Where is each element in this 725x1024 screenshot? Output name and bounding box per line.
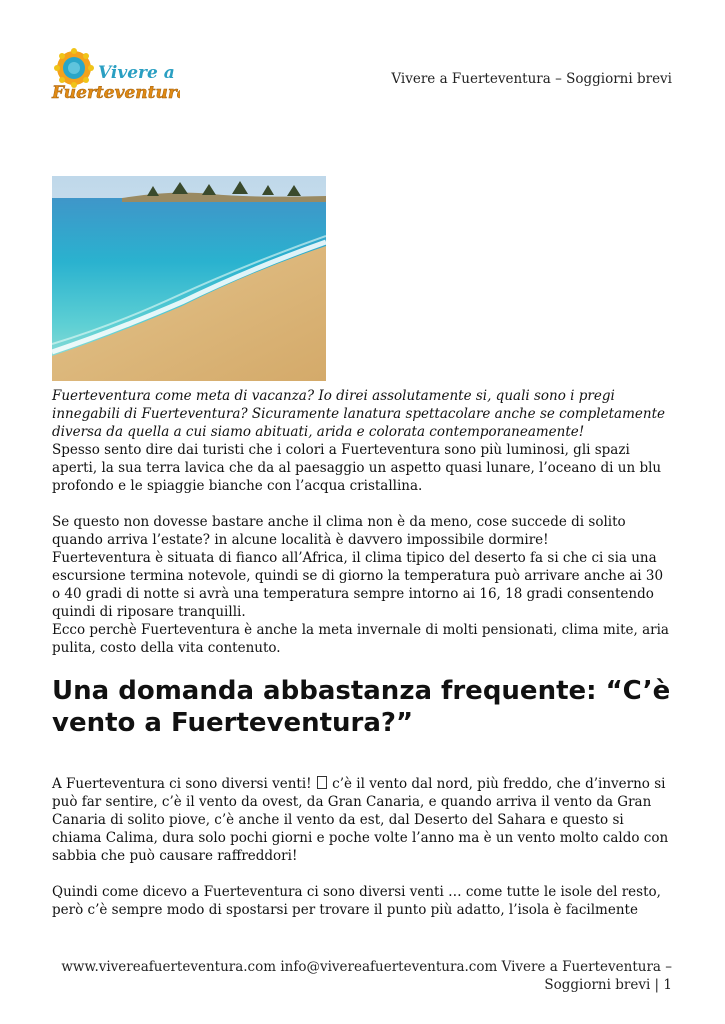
- logo-line1: Vivere a: [98, 63, 175, 83]
- paragraph: Quindi come dicevo a Fuerteventura ci sono diversi venti … come tutte le isole del resto, però c’è sempre modo di spostarsi per trovare il punto più adatto, l’isola è facilmente: [52, 884, 661, 918]
- beach-photo: [52, 176, 326, 381]
- paragraph: [52, 775, 674, 865]
- site-logo[interactable]: [50, 48, 180, 106]
- paragraph: Se questo non dovesse bastare anche il clima non è da meno, cose succede di solito quando arriva l’estate? in alcune località è davvero impossibile dormire!: [52, 514, 626, 548]
- paragraph: Fuerteventura è situata di fianco all’Africa, il clima tipico del deserto fa si che ci sia una escursione termina notevole, quindi se di giorno la temperatura può arrivare anche ai 30 o 40 gradi di notte si avrà una temperatura sempre intorno ai 16, 18 gradi consentendo quindi di riposare tranquilli.: [52, 550, 664, 620]
- paragraph-start: A Fuerteventura ci sono diversi venti!: [52, 776, 312, 792]
- sun-icon: [54, 48, 94, 88]
- missing-glyph-icon: [317, 776, 327, 789]
- paragraph-rest: c’è il vento dal nord, più freddo, che d’inverno si può far sentire, c’è il vento da ovest, da Gran Canaria, e quando arriva il vento da Gran Canaria di solito piove, c’è anche il vento da est, dal Deserto del Sahara e questo si chiama Calima, dura solo pochi giorni e poche volte l’anno ma è un vento molto caldo con sabbia che può causare raffreddori!: [52, 776, 669, 864]
- paragraph: Ecco perchè Fuerteventura è anche la meta invernale di molti pensionati, clima mite, aria pulita, costo della vita contenuto.: [52, 622, 669, 656]
- intro-paragraph: Fuerteventura come meta di vacanza? Io direi assolutamente si, quali sono i pregi innegabili di Fuerteventura? Sicuramente lanatura spettacolare anche se completamente diversa da quella a cui siamo abituati, arida e colorata contemporaneamente!: [52, 388, 665, 440]
- section-heading: Una domanda abbastanza frequente: “C’è vento a Fuerteventura?”: [52, 676, 671, 738]
- page-footer: www.vivereafuerteventura.com info@vivereafuerteventura.com Vivere a Fuerteventura – Soggiorni brevi | 1: [61, 959, 672, 993]
- paragraph: Spesso sento dire dai turisti che i colori a Fuerteventura sono più luminosi, gli spazi aperti, la sua terra lavica che da al paesaggio un aspetto quasi lunare, l’oceano di un blu profondo e le spiaggie bianche con l’acqua cristallina.: [52, 442, 662, 494]
- article-body: [52, 387, 674, 919]
- header-title: Vivere a Fuerteventura – Soggiorni brevi: [391, 71, 672, 87]
- logo-line2: Fuerteventura: [52, 83, 180, 103]
